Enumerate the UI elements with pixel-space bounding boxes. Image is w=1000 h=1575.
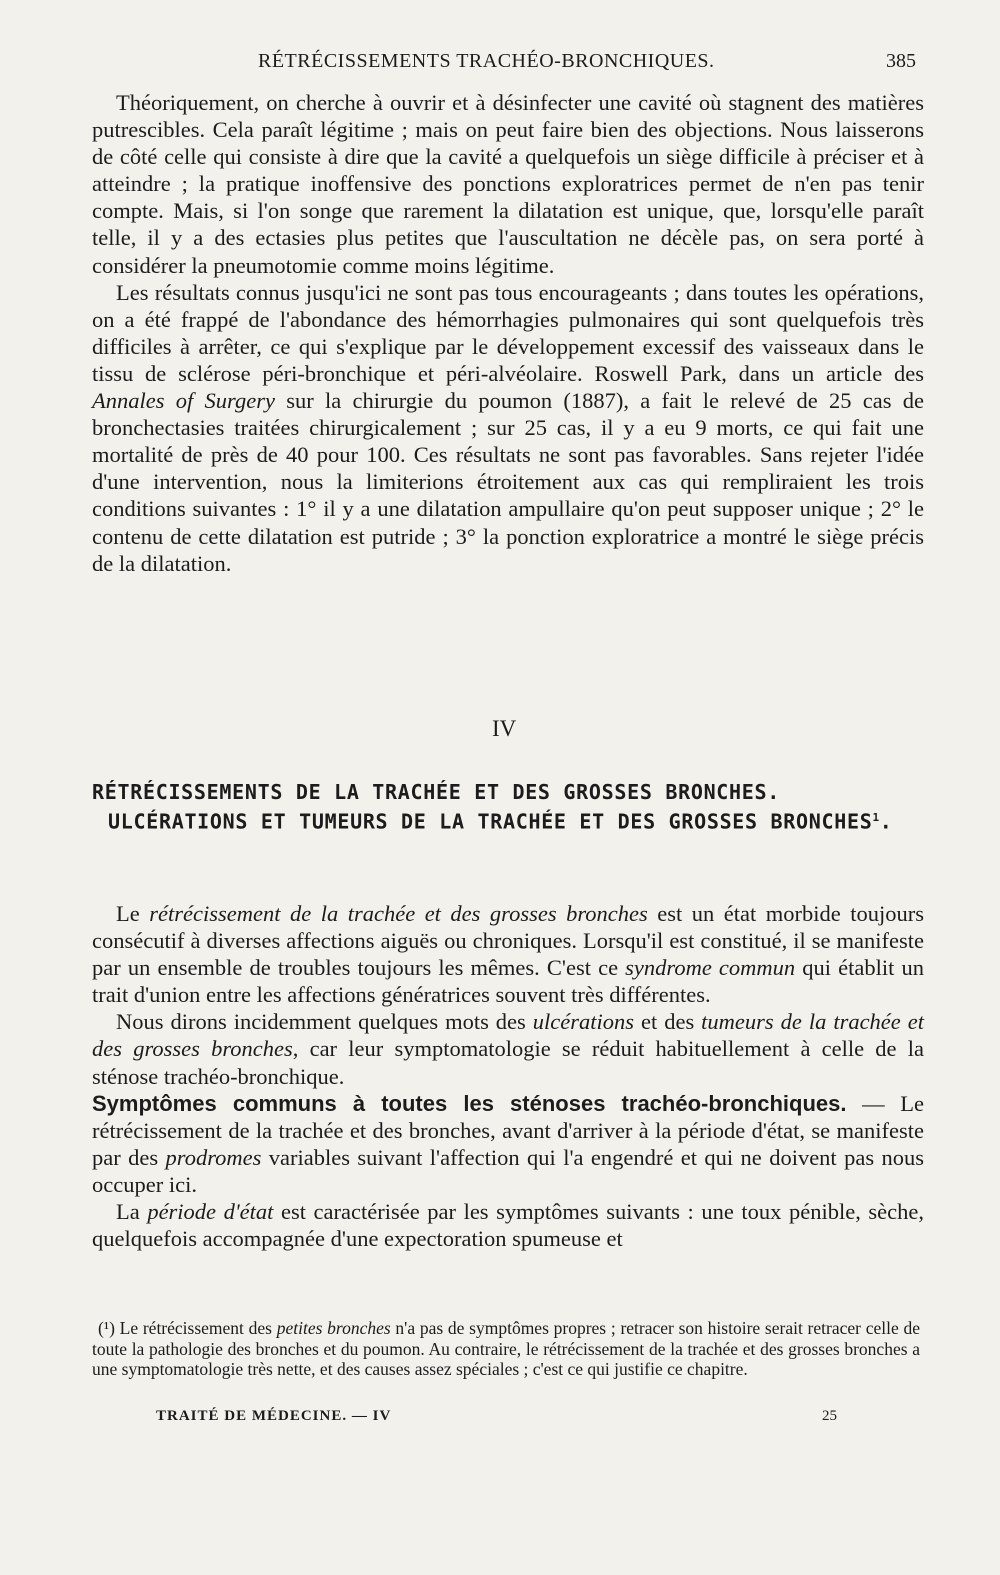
paragraph-results-text-b: sur la chirurgie du poumon (1887), a fait le relevé de 25 cas de bronchectasies traitées chirurgicalement ; sur 25 cas, il y a eu 9 morts, ce qui fait une mortalité de près de 40 pour 100. Ces résultats ne sont pas favorables. Sans rejeter l'idée d'une intervention, nous la limiterions étroitement aux cas qui rempliraient les trois conditions suivantes : 1° il y a une dilatation ampullaire qu'on peut supposer unique ; 2° le contenu de cette dilatation est putride ; 3° la ponction exploratrice a montré le siège précis de la dilatation. <box>92 388 925 576</box>
section-title-line-2-text: ULCÉRATIONS ET TUMEURS DE LA TRACHÉE ET DES GROSSES BRONCHES <box>108 809 873 834</box>
paragraph-definition <box>92 900 924 1008</box>
symptoms-text-b: variables suivant l'affection qui l'a engendré et qui ne doivent pas nous occuper ici. <box>92 1144 924 1197</box>
definition-term: rétrécissement de la trachée et des grosses bronches <box>149 901 648 926</box>
period-term: période d'état <box>147 1199 274 1225</box>
definition-text-c: qui établit un trait d'union entre les affections génératrices souvent très différentes. <box>92 955 924 1008</box>
ulcerations-term: ulcérations <box>532 1009 635 1035</box>
paragraph-period <box>92 1198 924 1252</box>
section-title-line-1: RÉTRÉCISSEMENTS DE LA TRACHÉE ET DES GROSSES BRONCHES. <box>92 780 781 804</box>
paragraph-ulcerations <box>92 1008 924 1089</box>
signature-number: 25 <box>822 1408 837 1424</box>
footnote-reference: 1 <box>872 811 880 824</box>
footnote-term: petites bronches <box>276 1318 391 1338</box>
paragraph-symptoms <box>92 1090 924 1198</box>
ulcerations-text-b: et des <box>634 1009 702 1035</box>
period-text-a: La <box>116 1199 148 1225</box>
symptoms-text-a: — Le rétrécissement de la trachée et des bronches, avant d'arriver à la période d'état, se manifeste par des <box>92 1090 924 1170</box>
ulcerations-text-c: , car leur symptomatologie se réduit habituellement à celle de la sténose trachéo-bronchique. <box>92 1036 924 1089</box>
section-title <box>92 780 922 835</box>
section-title-line-2 <box>92 805 922 835</box>
section-title-end: . <box>879 809 893 834</box>
journal-title: Annales of Surgery <box>92 388 275 414</box>
footnote <box>92 1318 920 1380</box>
running-head: RÉTRÉCISSEMENTS TRACHÉO-BRONCHIQUES. <box>258 50 715 72</box>
definition-text-b: est un état morbide toujours consécutif à diverses affections aiguës ou chroniques. Lorsqu'il est constitué, il se manifeste par un ensemble de troubles toujours les mêmes. C'est ce <box>92 901 924 981</box>
footnote-marker: (¹) <box>98 1318 115 1338</box>
section-number: IV <box>492 716 517 741</box>
footnote-text-a: Le rétrécissement des <box>114 1318 277 1338</box>
symptoms-heading: Symptômes communs à toutes les sténoses trachéo-bronchiques. <box>92 1090 847 1116</box>
text-block-lower <box>92 900 924 1252</box>
text-block-upper <box>92 89 924 577</box>
signature-mark: TRAITÉ DE MÉDECINE. — IV <box>156 1408 392 1424</box>
page-number: 385 <box>886 50 916 72</box>
footnote-paragraph <box>92 1318 920 1380</box>
tumeurs-term: tumeurs de la trachée et des grosses bronches <box>92 1009 924 1062</box>
syndrome-term: syndrome commun <box>625 955 796 981</box>
period-text-b: est caractérisée par les symptômes suivants : une toux pénible, sèche, quelquefois accompagnée d'une expectoration spumeuse et <box>92 1199 924 1252</box>
ulcerations-text-a: Nous dirons incidemment quelques mots des <box>116 1009 533 1035</box>
prodromes-term: prodromes <box>165 1144 262 1170</box>
paragraph-results <box>92 279 924 577</box>
paragraph-pneumotomy: Théoriquement, on cherche à ouvrir et à désinfecter une cavité où stagnent des matières putrescibles. Cela paraît légitime ; mais on peut faire bien des objections. Nous laisserons de côté celle qui consiste à dire que la cavité a quelquefois un siège difficile à préciser et à atteindre ; la pratique inoffensive des ponctions exploratrices permet de n'en pas tenir compte. Mais, si l'on songe que rarement la dilatation est unique, que, lorsqu'elle paraît telle, il y a des ectasies plus petites que l'auscultation ne décèle pas, on sera porté à considérer la pneumotomie comme moins légitime. <box>92 90 924 278</box>
footnote-text-b: n'a pas de symptômes propres ; retracer son histoire serait retracer celle de toute la pathologie des bronches et du poumon. Au contraire, le rétrécissement de la trachée et des grosses bronches a une symptomatologie très nette, et des causes assez spéciales ; c'est ce qui justifie ce chapitre. <box>92 1318 920 1379</box>
paragraph-results-text-a: Les résultats connus jusqu'ici ne sont pas tous encourageants ; dans toutes les opérations, on a été frappé de l'abondance des hémorrhagies pulmonaires qui sont quelquefois très difficiles à arrêter, ce qui s'explique par le développement excessif des vaisseaux dans le tissu de sclérose péri-bronchique et péri-alvéolaire. Roswell Park, dans un article des <box>92 279 924 386</box>
definition-text-a: Le <box>116 901 150 926</box>
